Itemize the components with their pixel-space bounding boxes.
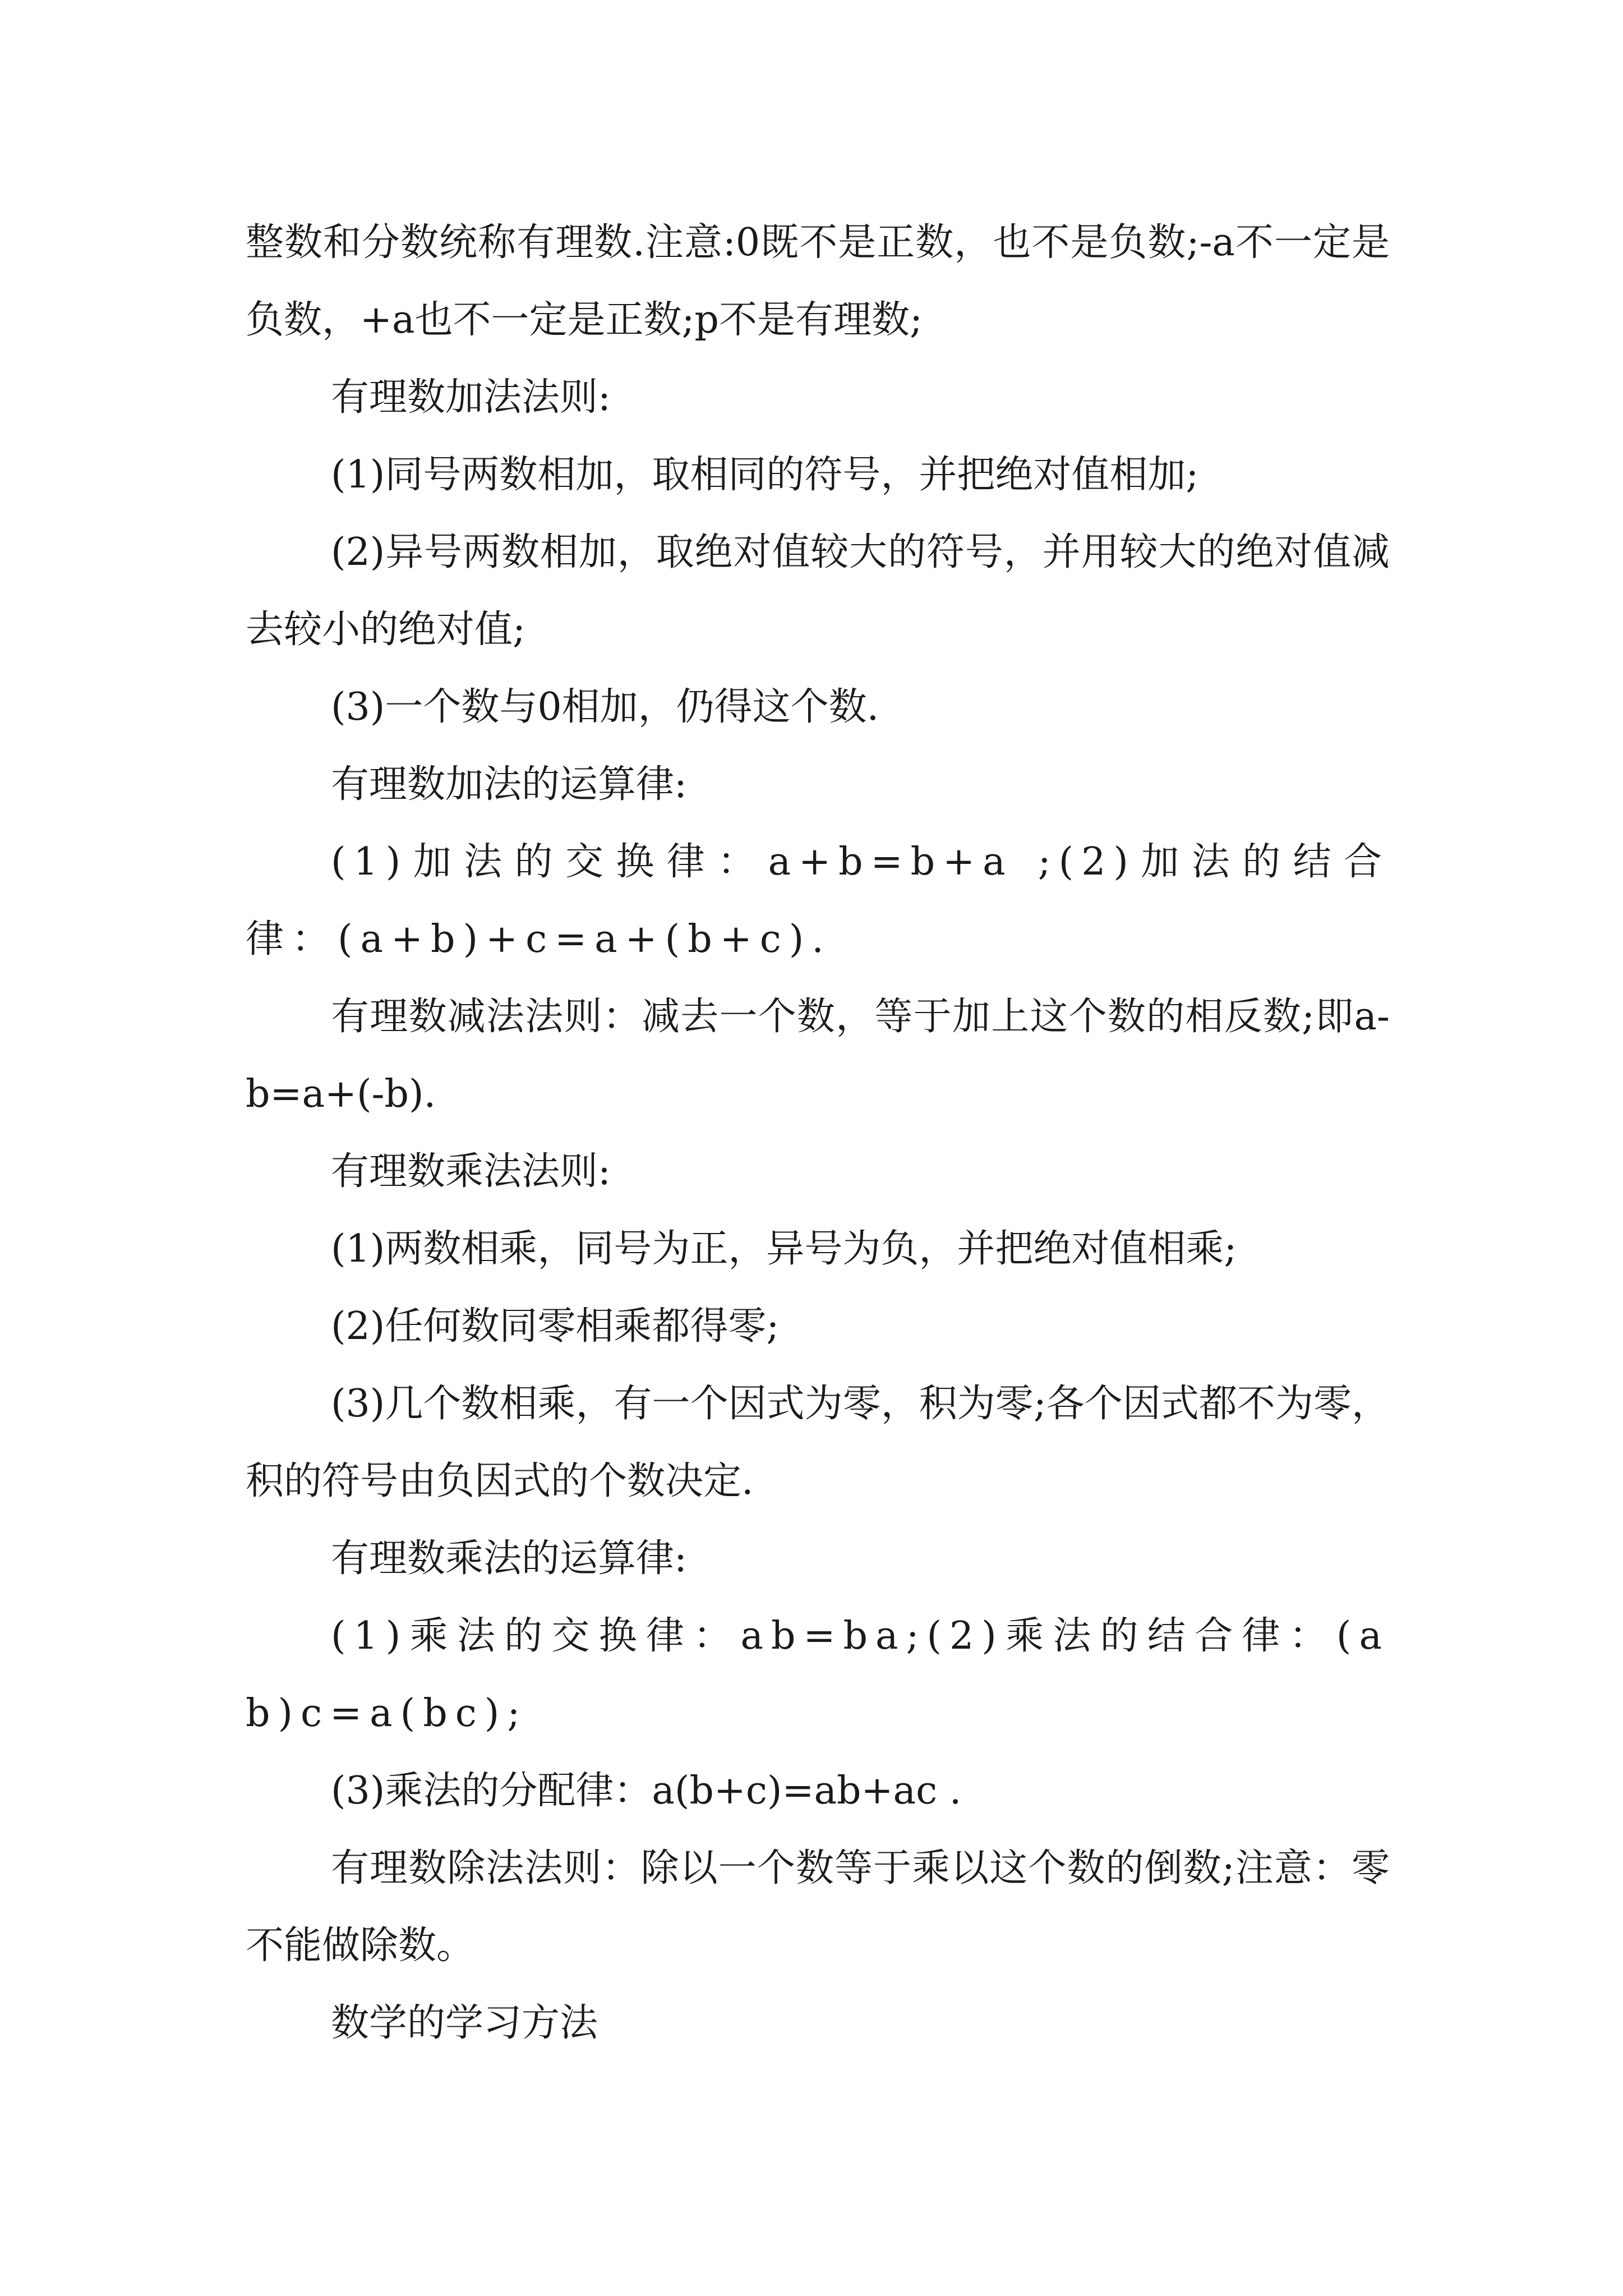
paragraph-subtraction-rule: 有理数减法法则：减去一个数，等于加上这个数的相反数;即a-b=a+(-b). — [246, 995, 1390, 1116]
heading-addition-laws: 有理数加法的运算律: — [331, 762, 687, 807]
heading-multiplication-laws: 有理数乘法的运算律: — [331, 1536, 687, 1581]
paragraph-addition-laws: (1)加法的交换律：a+b=b+a ;(2)加法的结合律：(a+b)+c=a+(b+c). — [246, 840, 1390, 961]
paragraph-multiplication-rule-3: (3)几个数相乘，有一个因式为零，积为零;各个因式都不为零，积的符号由负因式的个数决定. — [246, 1382, 1390, 1503]
heading-addition-rules: 有理数加法法则: — [331, 375, 611, 420]
paragraph-addition-rule-1: (1)同号两数相加，取相同的符号，并把绝对值相加; — [331, 453, 1199, 497]
paragraph-multiplication-rule-2: (2)任何数同零相乘都得零; — [331, 1304, 780, 1349]
paragraph-multiplication-law-3: (3)乘法的分配律：a(b+c)=ab+ac . — [331, 1769, 962, 1813]
heading-study-methods: 数学的学习方法 — [331, 2001, 598, 2045]
paragraph-division-rule: 有理数除法法则：除以一个数等于乘以这个数的倒数;注意：零不能做除数。 — [246, 1846, 1390, 1968]
heading-multiplication-rules: 有理数乘法法则: — [331, 1149, 611, 1194]
paragraph-multiplication-laws-1-2: (1)乘法的交换律：ab=ba;(2)乘法的结合律：(ab)c=a(bc); — [246, 1614, 1390, 1736]
paragraph-addition-rule-3: (3)一个数与0相加，仍得这个数. — [331, 685, 879, 729]
paragraph-rational-definition: 整数和分数统称有理数.注意:0既不是正数，也不是负数;-a不一定是负数，+a也不一定是正数;p不是有理数; — [246, 220, 1390, 342]
paragraph-addition-rule-2: (2)异号两数相加，取绝对值较大的符号，并用较大的绝对值减去较小的绝对值; — [246, 530, 1390, 652]
document-body — [246, 204, 1390, 2062]
paragraph-multiplication-rule-1: (1)两数相乘，同号为正，异号为负，并把绝对值相乘; — [331, 1227, 1237, 1271]
